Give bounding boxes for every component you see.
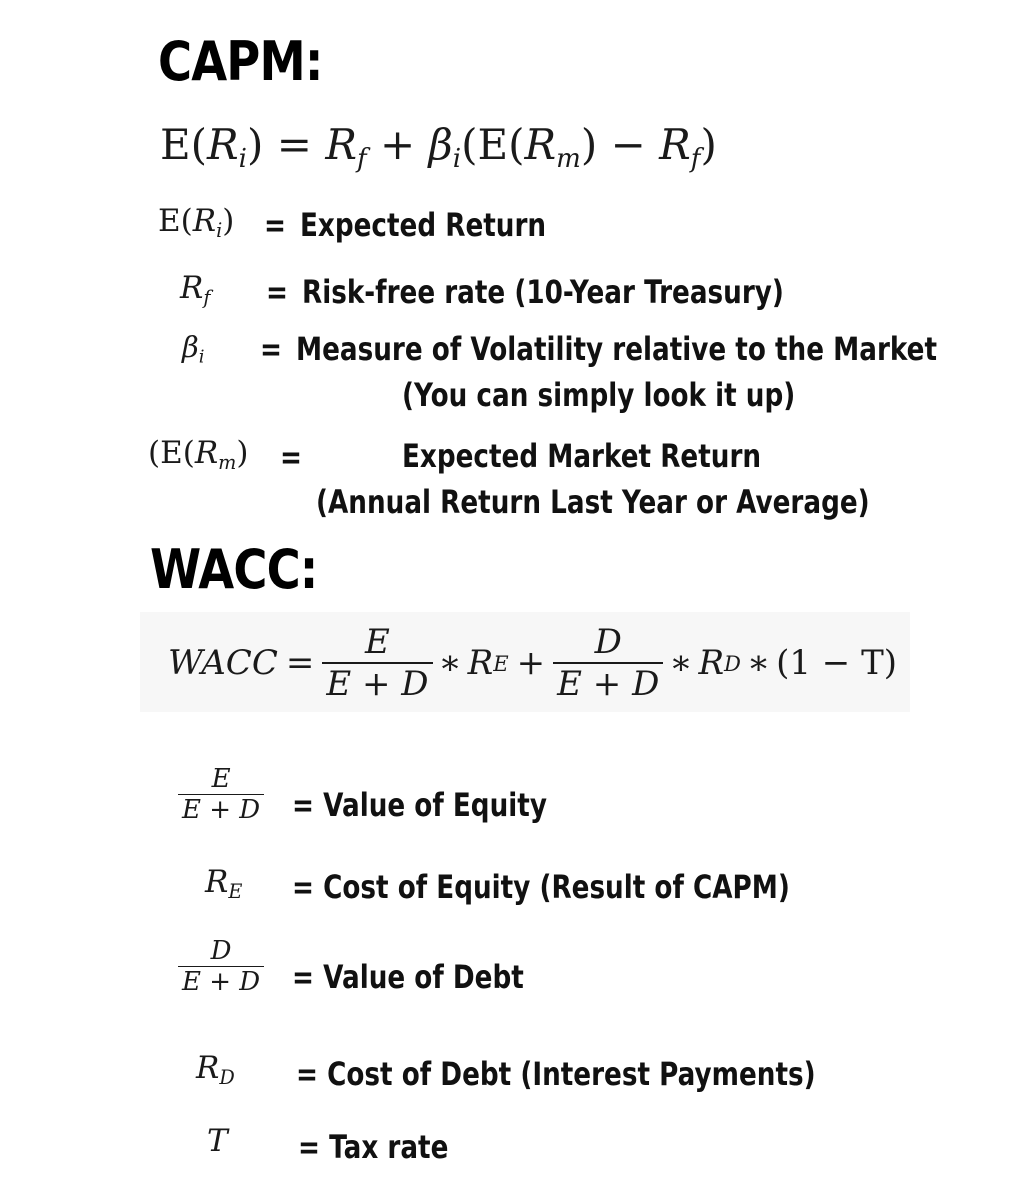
debt-fraction: $\frac{D}{E + D}$ — [553, 622, 663, 704]
def-symbol-risk-free: $R_f$ — [180, 270, 211, 309]
def-text-value-of-equity: = Value of Equity — [292, 786, 547, 824]
def-text-value-of-debt: = Value of Debt — [292, 958, 524, 996]
def-text-cost-of-debt: = Cost of Debt (Interest Payments) — [296, 1055, 816, 1093]
def-text-expected-return: Expected Return — [300, 206, 547, 244]
def-symbol-debt-fraction: $\frac{D}{E + D}$ — [178, 936, 264, 997]
def-text-beta-note: (You can simply look it up) — [402, 376, 796, 414]
def-symbol-market-return: ($E(R_m)$ — [148, 435, 249, 474]
equity-fraction: $\frac{E}{E + D}$ — [322, 622, 432, 704]
def-symbol-equity-fraction: $\frac{E}{E + D}$ — [178, 764, 264, 825]
def-text-risk-free: Risk-free rate (10-Year Treasury) — [302, 273, 784, 311]
def-text-beta: Measure of Volatility relative to the Market — [296, 330, 937, 368]
def-symbol-cost-of-debt: $R_D$ — [196, 1050, 235, 1089]
wacc-formula: WACC = $\frac{E}{E + D}$ ∗ R E + $\frac{D}{E + D}$ ∗ R D ∗ (1 − T) — [168, 622, 898, 704]
def-text-market-return: Expected Market Return — [402, 437, 762, 475]
def-symbol-expected-return: $E(R_i)$ — [158, 203, 235, 242]
def-symbol-beta: $\beta_i$ — [182, 330, 205, 368]
wacc-heading: WACC: — [150, 538, 318, 601]
def-eq-sign: = — [280, 438, 302, 476]
def-symbol-tax-rate: T — [207, 1123, 228, 1159]
def-symbol-cost-of-equity: $R_E$ — [205, 864, 243, 903]
capm-formula: $E(R_i) = R_f + \beta_i(E(R_m) - R_f)$ — [160, 120, 717, 174]
def-eq-sign: = — [266, 273, 288, 311]
def-text-cost-of-equity: = Cost of Equity (Result of CAPM) — [292, 868, 790, 906]
def-eq-sign: = — [264, 206, 286, 244]
capm-heading: CAPM: — [158, 30, 323, 93]
def-text-tax-rate: = Tax rate — [298, 1128, 449, 1166]
def-text-market-return-note: (Annual Return Last Year or Average) — [316, 483, 870, 521]
def-eq-sign: = — [260, 330, 282, 368]
